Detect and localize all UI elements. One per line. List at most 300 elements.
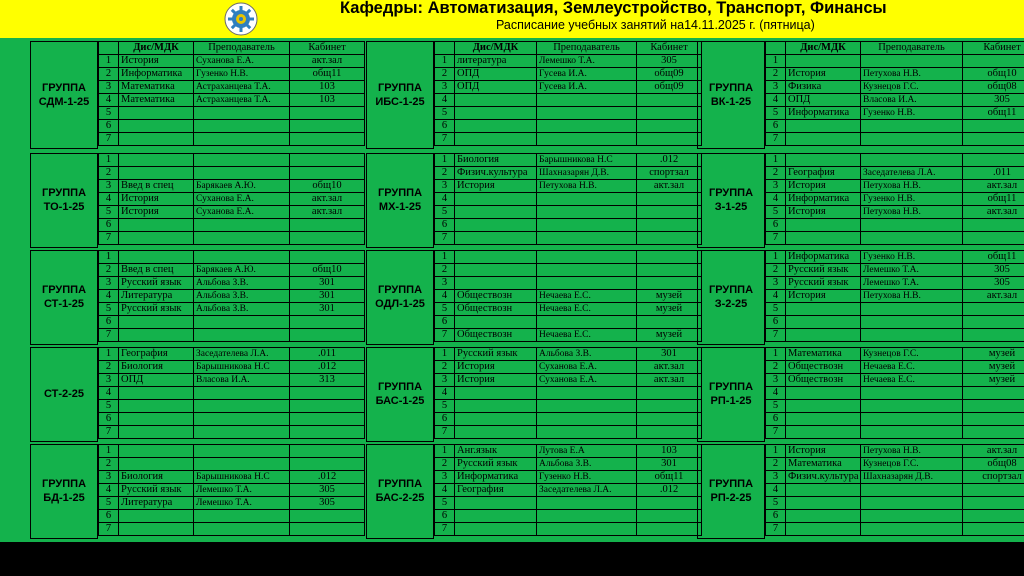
room-cell: акт.зал — [963, 206, 1024, 219]
lesson-row — [766, 303, 1024, 316]
lesson-number: 7 — [766, 232, 786, 245]
subject-cell — [119, 329, 194, 342]
subject-cell: Введ в спец — [119, 264, 194, 277]
room-cell: общ10 — [290, 180, 365, 193]
subject-cell — [786, 329, 861, 342]
subject-cell — [119, 426, 194, 439]
lesson-row — [99, 251, 365, 264]
room-cell: 301 — [290, 290, 365, 303]
teacher-cell: Суханова Е.А. — [194, 55, 290, 68]
lesson-row — [435, 55, 702, 68]
lesson-number: 7 — [435, 523, 455, 536]
lesson-number: 1 — [435, 55, 455, 68]
room-cell — [290, 219, 365, 232]
lesson-number: 2 — [435, 264, 455, 277]
teacher-cell — [194, 232, 290, 245]
subject-cell — [455, 120, 537, 133]
subject-cell — [119, 400, 194, 413]
teacher-cell — [537, 277, 637, 290]
room-cell: общ09 — [637, 68, 702, 81]
table-header-row — [766, 42, 1024, 55]
teacher-cell: Суханова Е.А. — [194, 193, 290, 206]
teacher-cell — [861, 55, 963, 68]
lesson-number: 3 — [766, 471, 786, 484]
group-schedule-table — [434, 41, 702, 146]
teacher-cell: Петухова Н.В. — [861, 68, 963, 81]
room-column-header: Кабинет — [290, 42, 365, 55]
footer-bar — [0, 542, 1024, 576]
lesson-number: 4 — [766, 484, 786, 497]
room-cell: 103 — [290, 94, 365, 107]
lesson-number: 5 — [99, 107, 119, 120]
subject-cell: Введ в спец — [119, 180, 194, 193]
subject-cell: Информатика — [455, 471, 537, 484]
teacher-cell — [861, 510, 963, 523]
room-cell: музей — [963, 361, 1024, 374]
subject-cell — [119, 316, 194, 329]
lesson-row — [99, 348, 365, 361]
teacher-cell: Гузенко Н.В. — [861, 251, 963, 264]
lesson-number-header — [99, 42, 119, 55]
teacher-cell — [537, 120, 637, 133]
room-cell: акт.зал — [637, 180, 702, 193]
lesson-number: 5 — [766, 107, 786, 120]
teacher-cell: Власова И.А. — [861, 94, 963, 107]
room-cell — [637, 426, 702, 439]
room-cell — [290, 154, 365, 167]
room-cell — [963, 55, 1024, 68]
group-schedule-table — [98, 444, 365, 536]
teacher-cell: Альбова З.В. — [194, 277, 290, 290]
lesson-row — [435, 107, 702, 120]
teacher-cell: Суханова Е.А. — [537, 374, 637, 387]
lesson-number: 5 — [99, 206, 119, 219]
room-cell — [637, 107, 702, 120]
teacher-cell: Суханова Е.А. — [537, 361, 637, 374]
lesson-row — [435, 413, 702, 426]
subject-cell — [455, 107, 537, 120]
room-cell — [963, 133, 1024, 146]
subject-cell — [455, 219, 537, 232]
teacher-cell — [194, 426, 290, 439]
lesson-number: 3 — [99, 277, 119, 290]
lesson-number: 4 — [99, 290, 119, 303]
subject-cell: Информатика — [786, 107, 861, 120]
group-schedule-table — [765, 347, 1024, 439]
lesson-row — [435, 232, 702, 245]
group-schedule-table — [765, 153, 1024, 245]
lesson-number: 2 — [435, 458, 455, 471]
subject-cell — [455, 277, 537, 290]
lesson-row — [766, 400, 1024, 413]
room-cell: .012 — [637, 154, 702, 167]
teacher-cell: Альбова З.В. — [194, 303, 290, 316]
subject-cell — [119, 387, 194, 400]
teacher-cell: Гузенко Н.В. — [861, 193, 963, 206]
teacher-cell — [537, 510, 637, 523]
lesson-row — [435, 219, 702, 232]
subject-cell — [786, 523, 861, 536]
teacher-cell — [194, 458, 290, 471]
lesson-row — [435, 426, 702, 439]
lesson-number: 3 — [435, 81, 455, 94]
subject-cell: История — [786, 206, 861, 219]
lesson-row — [766, 484, 1024, 497]
lesson-row — [766, 120, 1024, 133]
subject-cell — [455, 193, 537, 206]
subject-cell: Физич.культура — [786, 471, 861, 484]
room-cell: 301 — [637, 458, 702, 471]
lesson-row — [435, 303, 702, 316]
lesson-row — [766, 81, 1024, 94]
teacher-cell — [537, 232, 637, 245]
teacher-cell — [537, 193, 637, 206]
teacher-cell — [861, 154, 963, 167]
lesson-row — [99, 510, 365, 523]
lesson-row — [99, 94, 365, 107]
room-cell — [290, 316, 365, 329]
room-cell — [290, 458, 365, 471]
lesson-row — [435, 180, 702, 193]
lesson-row — [99, 206, 365, 219]
lesson-number: 7 — [99, 232, 119, 245]
lesson-row — [435, 348, 702, 361]
lesson-row — [435, 154, 702, 167]
lesson-row — [435, 458, 702, 471]
gear-emblem-icon — [224, 2, 258, 36]
subject-cell — [786, 426, 861, 439]
teacher-column-header: Преподаватель — [537, 42, 637, 55]
lesson-row — [435, 290, 702, 303]
lesson-row — [99, 387, 365, 400]
subject-cell: Русский язык — [119, 303, 194, 316]
teacher-cell: Гузенко Н.В. — [861, 107, 963, 120]
lesson-number: 4 — [766, 94, 786, 107]
lesson-row — [435, 374, 702, 387]
room-cell — [290, 400, 365, 413]
lesson-row — [99, 81, 365, 94]
subject-cell: География — [786, 167, 861, 180]
teacher-cell: Шахназарян Д.В. — [861, 471, 963, 484]
lesson-row — [99, 277, 365, 290]
lesson-number: 3 — [435, 471, 455, 484]
subject-cell — [119, 154, 194, 167]
lesson-row — [435, 361, 702, 374]
teacher-cell — [537, 206, 637, 219]
subject-cell — [119, 458, 194, 471]
lesson-row — [435, 400, 702, 413]
teacher-cell — [194, 413, 290, 426]
teacher-cell: Лемешко Т.А. — [861, 264, 963, 277]
room-cell — [637, 387, 702, 400]
lesson-number: 3 — [766, 180, 786, 193]
lesson-row — [435, 277, 702, 290]
subject-cell — [455, 413, 537, 426]
room-cell — [637, 232, 702, 245]
lesson-number: 2 — [766, 264, 786, 277]
teacher-cell — [537, 133, 637, 146]
lesson-row — [99, 374, 365, 387]
lesson-number: 5 — [99, 400, 119, 413]
teacher-cell: Нечаева Е.С. — [537, 303, 637, 316]
subject-cell — [455, 232, 537, 245]
room-column-header: Кабинет — [963, 42, 1024, 55]
schedule-date-subtitle: Расписание учебных занятий на14.11.2025 г. (пятница) — [496, 18, 815, 32]
lesson-row — [435, 264, 702, 277]
room-column-header: Кабинет — [637, 42, 702, 55]
teacher-cell: Нечаева Е.С. — [537, 290, 637, 303]
subject-cell — [786, 400, 861, 413]
teacher-cell: Петухова Н.В. — [861, 206, 963, 219]
lesson-number: 7 — [99, 133, 119, 146]
teacher-cell: Кузнецов Г.С. — [861, 348, 963, 361]
lesson-row — [99, 133, 365, 146]
lesson-number: 2 — [766, 68, 786, 81]
lesson-number: 3 — [766, 81, 786, 94]
room-cell — [637, 523, 702, 536]
lesson-number: 7 — [435, 133, 455, 146]
teacher-cell: Астраханцева Т.А. — [194, 94, 290, 107]
teacher-cell: Нечаева Е.С. — [537, 329, 637, 342]
subject-cell — [786, 497, 861, 510]
room-cell: спортзал — [637, 167, 702, 180]
group-name: ГРУППА ОДЛ-1-25 — [366, 250, 434, 345]
lesson-row — [99, 219, 365, 232]
lesson-row — [766, 374, 1024, 387]
group-name: ГРУППА БАС-2-25 — [366, 444, 434, 539]
room-cell: общ11 — [963, 193, 1024, 206]
subject-cell: Физич.культура — [455, 167, 537, 180]
lesson-number-header — [435, 42, 455, 55]
room-cell — [290, 167, 365, 180]
subject-cell: ОПД — [455, 68, 537, 81]
room-cell — [963, 523, 1024, 536]
lesson-number: 2 — [766, 361, 786, 374]
lesson-row — [766, 426, 1024, 439]
lesson-number: 1 — [99, 55, 119, 68]
teacher-cell — [537, 497, 637, 510]
lesson-number: 6 — [766, 510, 786, 523]
subject-cell: Анг.язык — [455, 445, 537, 458]
teacher-cell — [194, 400, 290, 413]
subject-cell: ОПД — [786, 94, 861, 107]
lesson-number: 6 — [99, 219, 119, 232]
room-cell — [963, 316, 1024, 329]
schedule-board — [0, 38, 1024, 542]
lesson-number: 1 — [99, 251, 119, 264]
lesson-row — [766, 290, 1024, 303]
lesson-number: 2 — [435, 361, 455, 374]
subject-cell: Математика — [786, 458, 861, 471]
lesson-row — [766, 471, 1024, 484]
lesson-row — [99, 413, 365, 426]
room-cell — [290, 426, 365, 439]
lesson-row — [766, 458, 1024, 471]
lesson-number: 7 — [766, 426, 786, 439]
subject-cell: География — [455, 484, 537, 497]
lesson-number: 6 — [766, 413, 786, 426]
teacher-cell: Заседателева Л.А. — [537, 484, 637, 497]
room-cell — [637, 133, 702, 146]
room-cell: общ11 — [637, 471, 702, 484]
teacher-cell — [194, 219, 290, 232]
room-cell — [637, 510, 702, 523]
teacher-cell — [537, 94, 637, 107]
room-cell: 305 — [963, 264, 1024, 277]
group-schedule-table — [434, 347, 702, 439]
subject-cell: Русский язык — [786, 264, 861, 277]
subject-cell — [119, 219, 194, 232]
teacher-cell — [861, 219, 963, 232]
lesson-row — [766, 232, 1024, 245]
room-cell — [963, 387, 1024, 400]
subject-cell — [786, 316, 861, 329]
subject-cell: История — [119, 206, 194, 219]
room-cell: 305 — [290, 497, 365, 510]
group-name: ГРУППА РП-1-25 — [697, 347, 765, 442]
teacher-cell — [537, 400, 637, 413]
lesson-number: 2 — [435, 167, 455, 180]
room-cell — [963, 303, 1024, 316]
teacher-cell — [537, 316, 637, 329]
room-cell: 305 — [637, 55, 702, 68]
lesson-number: 3 — [99, 471, 119, 484]
lesson-number: 6 — [99, 316, 119, 329]
room-cell — [637, 400, 702, 413]
subject-cell — [455, 316, 537, 329]
subject-cell — [786, 120, 861, 133]
lesson-number: 7 — [435, 232, 455, 245]
teacher-cell: Кузнецов Г.С. — [861, 458, 963, 471]
subject-cell: Математика — [786, 348, 861, 361]
lesson-row — [99, 445, 365, 458]
teacher-cell: Гусева И.А. — [537, 81, 637, 94]
lesson-row — [766, 264, 1024, 277]
room-cell — [963, 426, 1024, 439]
lesson-number: 5 — [435, 303, 455, 316]
teacher-cell: Гузенко Н.В. — [194, 68, 290, 81]
subject-cell: Информатика — [786, 251, 861, 264]
teacher-cell: Альбова З.В. — [194, 290, 290, 303]
lesson-row — [435, 329, 702, 342]
teacher-cell — [194, 510, 290, 523]
teacher-cell: Нечаева Е.С. — [861, 374, 963, 387]
room-cell: общ10 — [963, 68, 1024, 81]
subject-cell — [455, 251, 537, 264]
subject-column-header: Дис/МДК — [455, 42, 537, 55]
lesson-number: 5 — [766, 303, 786, 316]
subject-cell: Обществозн — [786, 361, 861, 374]
teacher-cell: Петухова Н.В. — [861, 445, 963, 458]
subject-cell — [119, 413, 194, 426]
lesson-row — [99, 361, 365, 374]
lesson-row — [435, 484, 702, 497]
teacher-cell: Шахназарян Д.В. — [537, 167, 637, 180]
lesson-row — [99, 232, 365, 245]
lesson-row — [766, 154, 1024, 167]
room-cell: .011 — [963, 167, 1024, 180]
room-cell — [290, 120, 365, 133]
subject-cell — [119, 523, 194, 536]
teacher-cell — [861, 232, 963, 245]
teacher-column-header: Преподаватель — [861, 42, 963, 55]
lesson-row — [99, 523, 365, 536]
room-cell — [963, 497, 1024, 510]
lesson-number: 7 — [99, 329, 119, 342]
lesson-number: 6 — [435, 316, 455, 329]
lesson-number: 4 — [435, 484, 455, 497]
subject-cell — [786, 510, 861, 523]
room-cell — [290, 387, 365, 400]
subject-cell: Физика — [786, 81, 861, 94]
subject-cell: Математика — [119, 81, 194, 94]
room-cell: музей — [963, 374, 1024, 387]
teacher-cell — [537, 219, 637, 232]
teacher-cell: Барышникова Н.С — [194, 361, 290, 374]
lesson-number: 1 — [99, 348, 119, 361]
lesson-number: 1 — [435, 154, 455, 167]
lesson-number: 4 — [435, 387, 455, 400]
teacher-cell — [194, 107, 290, 120]
teacher-cell — [537, 413, 637, 426]
lesson-number: 5 — [435, 107, 455, 120]
lesson-number: 7 — [435, 426, 455, 439]
subject-cell — [119, 232, 194, 245]
lesson-row — [99, 167, 365, 180]
subject-cell: Биология — [455, 154, 537, 167]
group-name: ГРУППА ТО-1-25 — [30, 153, 98, 248]
room-cell — [963, 484, 1024, 497]
teacher-column-header: Преподаватель — [194, 42, 290, 55]
lesson-number: 7 — [766, 133, 786, 146]
room-cell: общ08 — [963, 81, 1024, 94]
subject-cell — [119, 167, 194, 180]
group-schedule-table — [98, 153, 365, 245]
subject-column-header: Дис/МДК — [786, 42, 861, 55]
subject-cell: Литература — [119, 290, 194, 303]
lesson-number: 5 — [435, 497, 455, 510]
subject-cell — [119, 120, 194, 133]
subject-cell: Русский язык — [119, 277, 194, 290]
subject-cell — [455, 426, 537, 439]
room-cell — [963, 413, 1024, 426]
lesson-row — [435, 167, 702, 180]
room-cell — [290, 329, 365, 342]
lesson-number: 4 — [435, 193, 455, 206]
lesson-row — [766, 133, 1024, 146]
lesson-number: 4 — [435, 94, 455, 107]
subject-cell — [119, 445, 194, 458]
teacher-cell — [537, 387, 637, 400]
teacher-cell — [537, 264, 637, 277]
teacher-cell: Лемешко Т.А. — [194, 484, 290, 497]
room-cell: .012 — [637, 484, 702, 497]
subject-cell: Литература — [119, 497, 194, 510]
teacher-cell — [194, 387, 290, 400]
lesson-number: 6 — [435, 219, 455, 232]
room-cell — [637, 316, 702, 329]
lesson-row — [766, 445, 1024, 458]
subject-cell — [455, 497, 537, 510]
lesson-row — [435, 133, 702, 146]
lesson-number: 3 — [99, 81, 119, 94]
group-schedule-table — [765, 41, 1024, 146]
subject-cell: История — [455, 361, 537, 374]
lesson-number: 7 — [766, 329, 786, 342]
teacher-cell — [537, 107, 637, 120]
lesson-number-header — [766, 42, 786, 55]
lesson-row — [99, 120, 365, 133]
